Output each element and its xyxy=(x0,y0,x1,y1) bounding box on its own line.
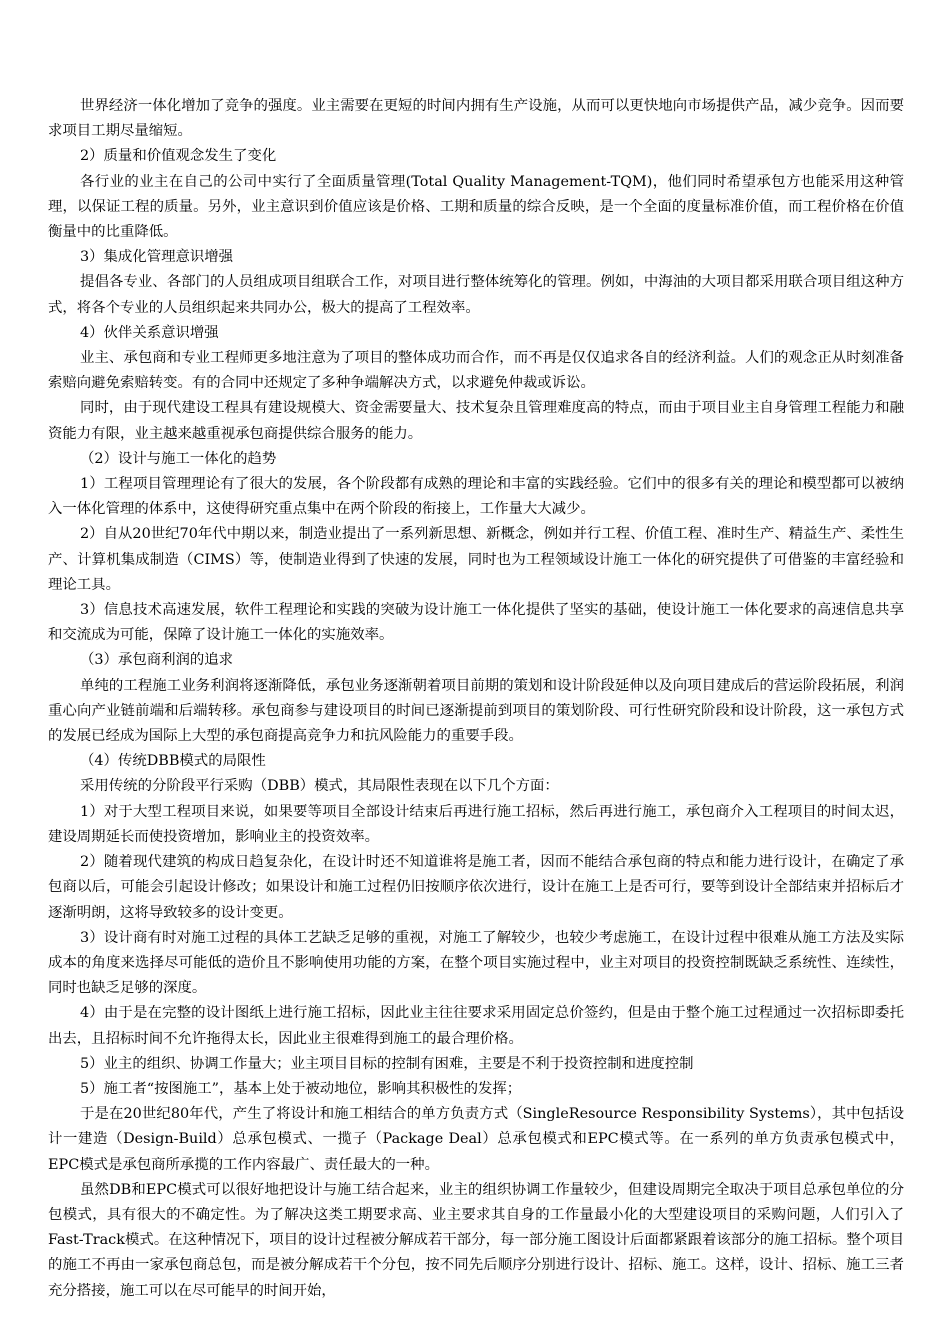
paragraph: 虽然DB和EPC模式可以很好地把设计与施工结合起来，业主的组织协调工作量较少，但建设周期完全取决于项目总承包单位的分包模式，具有很大的不确定性。为了解决这类工期要求高、业主要求其自身的工作量最小化的大型建设项目的采购问题，人们引入了Fast-Track模式。在这种情况下，项目的设计过程被分解成若干部分，每一部分施工图设计后面都紧跟着该部分的施工招标。整个项目的施工不再由一家承包商总包，而是被分解成若干个分包，按不同先后顺序分别进行设计、招标、施工。这样，设计、招标、施工三者充分搭接，施工可以在尽可能早的时间开始， xyxy=(48,1181,904,1299)
paragraph: 单纯的工程施工业务利润将逐渐降低，承包业务逐渐朝着项目前期的策划和设计阶段延伸以及向项目建成后的营运阶段拓展，利润重心向产业链前端和后端转移。承包商参与建设项目的时间已逐渐提前到项目的策划阶段、可行性研究阶段和设计阶段，这一承包方式的发展已经成为国际上大型的承包商提高竞争力和抗风险能力的重要手段。 xyxy=(48,677,904,745)
section-heading: （3）承包商利润的追求 xyxy=(80,652,234,669)
paragraph: 3）设计商有时对施工过程的具体工艺缺乏足够的重视，对施工了解较少，也较少考虑施工，在设计过程中很难从施工方法及实际成本的角度来选择尽可能低的造价且不影响使用功能的方案，在整个项目实施过程中，业主对项目的投资控制既缺乏系统性、连续性，同时也缺乏足够的深度。 xyxy=(48,929,904,997)
paragraph: 采用传统的分阶段平行采购（DBB）模式，其局限性表现在以下几个方面： xyxy=(80,778,559,795)
paragraph: 世界经济一体化增加了竞争的强度。业主需要在更短的时间内拥有生产设施，从而可以更快地向市场提供产品，减少竞争。因而要求项目工期尽量缩短。 xyxy=(48,98,904,140)
document-body xyxy=(48,94,904,1304)
section-heading: （2）设计与施工一体化的趋势 xyxy=(80,450,277,467)
paragraph: 1）工程项目管理理论有了很大的发展，各个阶段都有成熟的理论和丰富的实践经验。它们中的很多有关的理论和模型都可以被纳入一体化管理的体系中，这使得研究重点集中在两个阶段的衔接上，工作量大大减少。 xyxy=(48,476,904,518)
section-heading: 2）质量和价值观念发生了变化 xyxy=(80,148,277,165)
paragraph: 提倡各专业、各部门的人员组成项目组联合工作，对项目进行整体统筹化的管理。例如，中海油的大项目都采用联合项目组这种方式，将各个专业的人员组织起来共同办公，极大的提高了工程效率。 xyxy=(48,274,904,316)
paragraph: 2）随着现代建筑的构成日趋复杂化，在设计时还不知道谁将是施工者，因而不能结合承包商的特点和能力进行设计，在确定了承包商以后，可能会引起设计修改；如果设计和施工过程仍旧按顺序依次进行，设计在施工上是否可行，要等到设计全部结束并招标后才逐渐明朗，这将导致较多的设计变更。 xyxy=(48,854,904,921)
paragraph: 5）施工者“按图施工”，基本上处于被动地位，影响其积极性的发挥； xyxy=(80,1080,522,1097)
paragraph: 同时，由于现代建设工程具有建设规模大、资金需要量大、技术复杂且管理难度高的特点，而由于项目业主自身管理工程能力和融资能力有限，业主越来越重视承包商提供综合服务的能力。 xyxy=(48,400,904,442)
paragraph: 1）对于大型工程项目来说，如果要等项目全部设计结束后再进行施工招标，然后再进行施工，承包商介入工程项目的时间太迟，建设周期延长而使投资增加，影响业主的投资效率。 xyxy=(48,803,904,845)
paragraph: 4）由于是在完整的设计图纸上进行施工招标，因此业主往往要求采用固定总价签约，但是由于整个施工过程通过一次招标即委托出去，且招标时间不允许拖得太长，因此业主很难得到施工的最合理价格。 xyxy=(48,1005,904,1047)
paragraph: 各行业的业主在自己的公司中实行了全面质量管理(Total Quality Management-TQM)，他们同时希望承包方也能采用这种管理，以保证工程的质量。另外，业主意识到价值应该是价格、工期和质量的综合反映，是一个全面的度量标准价值，而工程价格在价值衡量中的比重降低。 xyxy=(48,173,904,241)
paragraph: 业主、承包商和专业工程师更多地注意为了项目的整体成功而合作，而不再是仅仅追求各自的经济利益。人们的观念正从时刻准备索赔向避免索赔转变。有的合同中还规定了多种争端解决方式，以求避免仲裁或诉讼。 xyxy=(48,350,904,392)
paragraph: 2）自从20世纪70年代中期以来，制造业提出了一系列新思想、新概念，例如并行工程、价值工程、准时生产、精益生产、柔性生产、计算机集成制造（CIMS）等，使制造业得到了快速的发展，同时也为工程领域设计施工一体化的研究提供了可借鉴的丰富经验和理论工具。 xyxy=(48,526,904,593)
section-heading: 4）伙伴关系意识增强 xyxy=(80,324,219,341)
paragraph: 3）信息技术高速发展，软件工程理论和实践的突破为设计施工一体化提供了坚实的基础，使设计施工一体化要求的高速信息共享和交流成为可能，保障了设计施工一体化的实施效率。 xyxy=(48,602,904,644)
section-heading: （4）传统DBB模式的局限性 xyxy=(80,753,266,770)
section-heading: 3）集成化管理意识增强 xyxy=(80,249,234,266)
paragraph: 5）业主的组织、协调工作量大；业主项目目标的控制有困难，主要是不利于投资控制和进度控制 xyxy=(80,1055,694,1072)
paragraph: 于是在20世纪80年代，产生了将设计和施工相结合的单方负责方式（SingleResource Responsibility Systems），其中包括设计一建造（Design-Build）总承包模式、一揽子（Package Deal）总承包模式和EPC模式等。在一系列的单方负责承包模式中，EPC模式是承包商所承揽的工作内容最广、责任最大的一种。 xyxy=(48,1106,904,1173)
